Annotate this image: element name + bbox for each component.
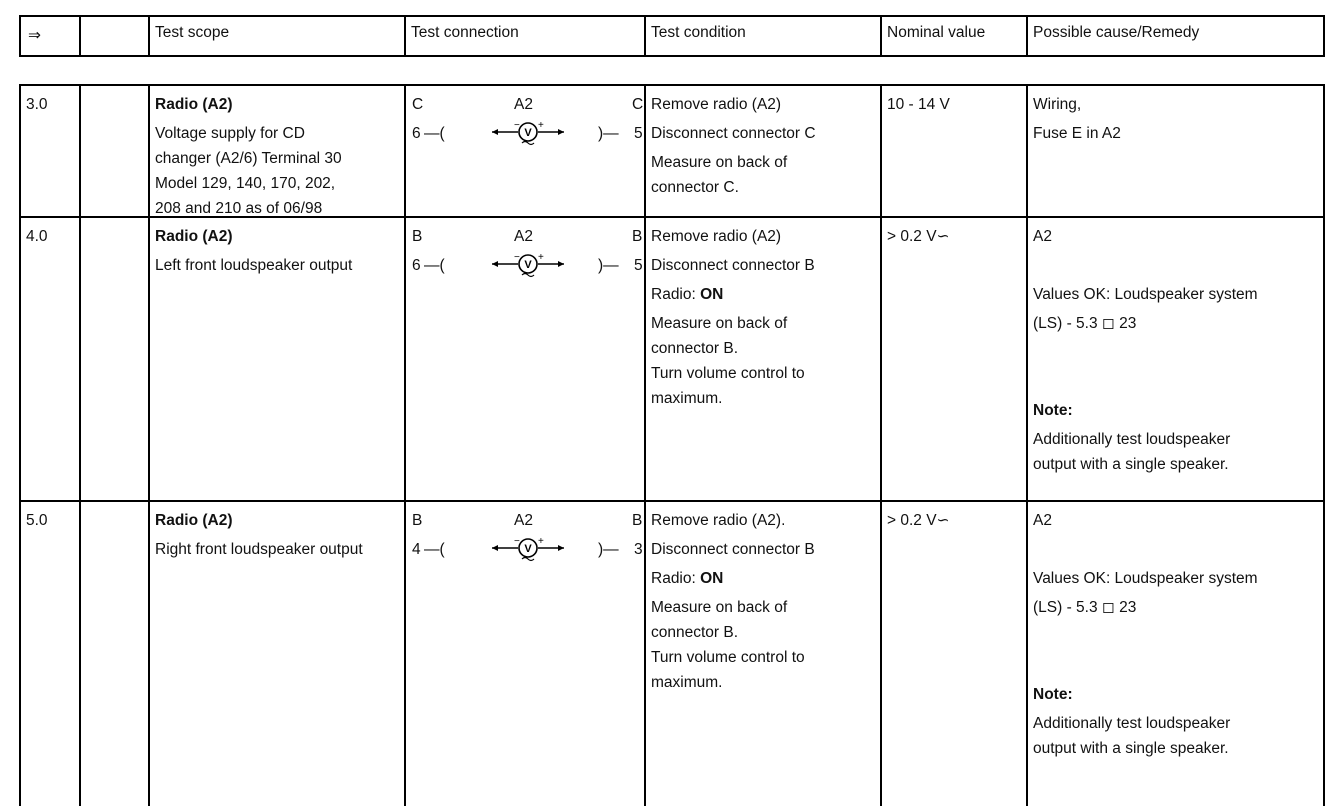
condition-line: Turn volume control to <box>651 649 805 666</box>
svg-text:−: − <box>514 252 520 263</box>
connector-right-label: B <box>632 228 643 245</box>
remedy-line: Additionally test loudspeaker <box>1033 431 1231 448</box>
condition-line: Disconnect connector B <box>651 541 815 558</box>
remedy-line: output with a single speaker. <box>1033 456 1229 473</box>
right-pin: 5 <box>634 125 643 142</box>
scope-line: changer (A2/6) Terminal 30 <box>155 150 342 167</box>
right-pin: 5 <box>634 257 643 274</box>
condition-line: Measure on back of <box>651 154 788 171</box>
voltmeter-icon <box>492 538 564 562</box>
left-pin: 6 <box>412 125 421 142</box>
test-condition <box>651 508 815 695</box>
nominal-value: > 0.2 V∽ <box>887 512 950 529</box>
condition-line: Remove radio (A2) <box>651 228 782 245</box>
condition-line: Disconnect connector B <box>651 257 815 274</box>
svg-text:V: V <box>524 127 532 139</box>
connector-left-label: C <box>412 96 424 113</box>
nominal-value: > 0.2 V∽ <box>887 228 950 245</box>
right-plug-icon: )— <box>598 125 619 142</box>
scope-title: Radio (A2) <box>155 228 233 245</box>
step-number: 3.0 <box>26 96 48 113</box>
nominal-value: 10 - 14 V <box>887 96 950 113</box>
header-nominal-value: Nominal value <box>887 24 986 41</box>
test-connection-diagram <box>410 508 646 564</box>
left-plug-icon: —( <box>424 257 445 274</box>
voltmeter-icon <box>492 254 564 278</box>
remedy-line: (LS) - 5.3 ◻ 23 <box>1033 315 1137 332</box>
condition-line <box>651 566 815 591</box>
row-divider <box>19 500 1325 502</box>
connector-left-label: B <box>412 228 423 245</box>
possible-cause <box>1033 508 1258 761</box>
header-test-condition: Test condition <box>651 24 746 41</box>
connector-center-label: A2 <box>514 96 533 113</box>
condition-line: Disconnect connector C <box>651 125 816 142</box>
condition-line: connector B. <box>651 340 739 357</box>
header-test-connection: Test connection <box>411 24 519 41</box>
svg-text:−: − <box>514 536 520 547</box>
header-test-scope: Test scope <box>155 24 230 41</box>
remedy-line: (LS) - 5.3 ◻ 23 <box>1033 599 1137 616</box>
connector-right-label: C <box>632 96 644 113</box>
remedy-line: A2 <box>1033 512 1052 529</box>
connector-right-label: B <box>632 512 643 529</box>
condition-line: maximum. <box>651 390 723 407</box>
scope-line: 208 and 210 as of 06/98 <box>155 200 323 217</box>
body-top-border <box>19 84 1325 86</box>
step-number: 4.0 <box>26 228 48 245</box>
condition-line: Remove radio (A2). <box>651 512 786 529</box>
radio-on-value: ON <box>700 570 724 587</box>
svg-text:V: V <box>524 259 532 271</box>
left-pin: 4 <box>412 541 421 558</box>
remedy-line: A2 <box>1033 228 1052 245</box>
test-condition <box>651 92 816 200</box>
left-pin: 6 <box>412 257 421 274</box>
svg-text:+: + <box>538 252 544 263</box>
right-pin: 3 <box>634 541 643 558</box>
condition-line <box>651 282 815 307</box>
scope-line: Left front loudspeaker output <box>155 257 353 274</box>
remedy-line: Fuse E in A2 <box>1033 125 1121 142</box>
svg-text:+: + <box>538 536 544 547</box>
condition-line: Measure on back of <box>651 599 788 616</box>
condition-line: connector B. <box>651 624 739 641</box>
scope-title: Radio (A2) <box>155 96 233 113</box>
left-plug-icon: —( <box>424 541 445 558</box>
test-scope <box>155 92 342 221</box>
right-plug-icon: )— <box>598 257 619 274</box>
condition-line: Turn volume control to <box>651 365 805 382</box>
connector-left-label: B <box>412 512 423 529</box>
test-scope <box>155 224 352 278</box>
right-plug-icon: )— <box>598 541 619 558</box>
condition-line: connector C. <box>651 179 739 196</box>
remedy-line: Values OK: Loudspeaker system <box>1033 286 1258 303</box>
left-plug-icon: —( <box>424 125 445 142</box>
test-connection-diagram <box>410 224 646 280</box>
connector-center-label: A2 <box>514 512 533 529</box>
radio-label: Radio: <box>651 286 701 303</box>
condition-line: Remove radio (A2) <box>651 96 782 113</box>
scope-line: Voltage supply for CD <box>155 125 305 142</box>
possible-cause <box>1033 92 1121 146</box>
svg-text:−: − <box>514 120 520 131</box>
svg-text:+: + <box>538 120 544 131</box>
test-connection-diagram <box>410 92 646 148</box>
remedy-line: Values OK: Loudspeaker system <box>1033 570 1258 587</box>
radio-label: Radio: <box>651 570 701 587</box>
test-scope <box>155 508 363 562</box>
header-arrow: ⇒ <box>28 27 41 44</box>
header-possible-cause: Possible cause/Remedy <box>1033 24 1200 41</box>
remedy-line: output with a single speaker. <box>1033 740 1229 757</box>
test-condition <box>651 224 815 411</box>
possible-cause <box>1033 224 1258 477</box>
step-number: 5.0 <box>26 512 48 529</box>
svg-text:V: V <box>524 543 532 555</box>
radio-on-value: ON <box>700 286 724 303</box>
scope-line: Model 129, 140, 170, 202, <box>155 175 336 192</box>
condition-line: maximum. <box>651 674 723 691</box>
connector-center-label: A2 <box>514 228 533 245</box>
condition-line: Measure on back of <box>651 315 788 332</box>
scope-line: Right front loudspeaker output <box>155 541 363 558</box>
note-label: Note: <box>1033 402 1073 419</box>
scope-title: Radio (A2) <box>155 512 233 529</box>
voltmeter-icon <box>492 122 564 146</box>
remedy-line: Additionally test loudspeaker <box>1033 715 1231 732</box>
note-label: Note: <box>1033 686 1073 703</box>
remedy-line: Wiring, <box>1033 96 1082 113</box>
